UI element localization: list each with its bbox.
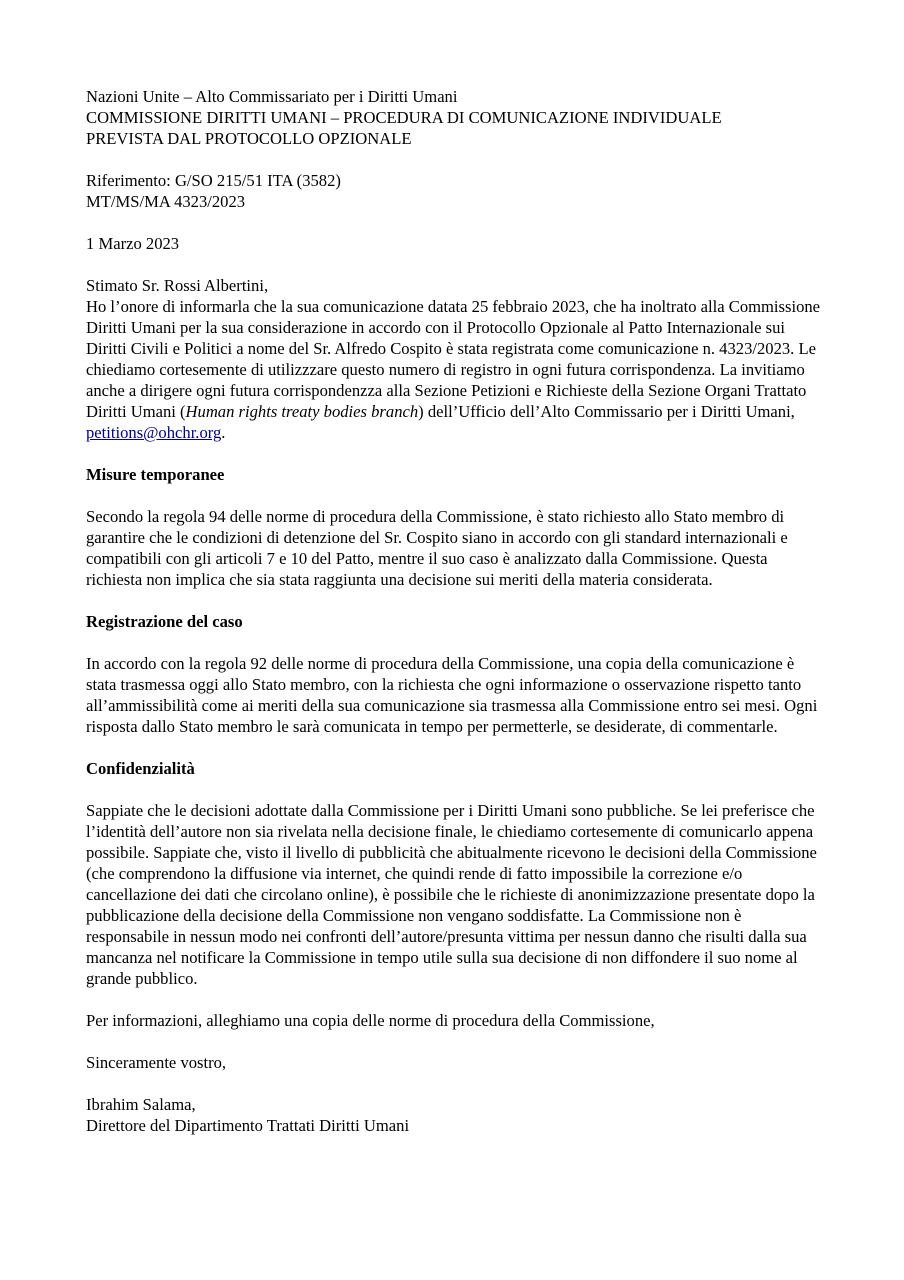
section-body-temporary-measures: Secondo la regola 94 delle norme di procedura della Commissione, è stato richiesto allo Stato membro di garantire che le condizioni di detenzione del Sr. Cospito siano in accordo con gli standard internazionali e compatibili con gli articoli 7 e 10 del Patto, mentre il suo caso è analizzato dalla Commissione. Questa richiesta non implica che sia stata raggiunta una decisione sui meriti della materia considerata. (86, 507, 788, 589)
intro-block (86, 275, 826, 443)
info-line: Per informazioni, alleghiamo una copia delle norme di procedura della Commissione, (86, 1011, 655, 1030)
section-heading-confidentiality: Confidenzialità (86, 759, 195, 778)
reference-line-2: MT/MS/MA 4323/2023 (86, 192, 246, 211)
section-heading-temporary-measures: Misure temporanee (86, 465, 225, 484)
intro-text-after: ) dell’Ufficio dell’Alto Commissario per i Diritti Umani, (418, 402, 795, 421)
title-line-1: COMMISSIONE DIRITTI UMANI – PROCEDURA DI COMUNICAZIONE INDIVIDUALE (86, 108, 722, 127)
signature-role: Direttore del Dipartimento Trattati Diritti Umani (86, 1116, 410, 1135)
letter-page (86, 86, 826, 1157)
salutation: Stimato Sr. Rossi Albertini, (86, 276, 269, 295)
letter-header (86, 86, 826, 149)
intro-italic-text: Human rights treaty bodies branch (185, 402, 419, 421)
reference-block (86, 170, 826, 212)
signature-name: Ibrahim Salama, (86, 1095, 196, 1114)
section-body-confidentiality: Sappiate che le decisioni adottate dalla Commissione per i Diritti Umani sono pubbliche. Se lei preferisce che l’identità dell’autore non sia rivelata nella decisione finale, le chiediamo cortesemente di comunicarlo appena possibile. Sappiate che, visto il livello di pubblicità che abitualmente ricevono le decisioni della Commissione (che comprendono la diffusione via internet, che quindi rende di fatto impossibile la correzione e/o cancellazione dei dati che circolano online), è possibile che le richieste di anonimizzazione presentate dopo la pubblicazione della decisione della Commissione non vengano soddisfatte. La Commissione non è responsabile in nessun modo nei confronti dell’autore/presunta vittima per nessun danno che risulti dalla sua mancanza nel notificare la Commissione in tempo utile sulla sua decisione di non diffondere il suo nome al grande pubblico. (86, 801, 817, 988)
reference-line-1: Riferimento: G/SO 215/51 ITA (3582) (86, 171, 341, 190)
section-body-case-registration: In accordo con la regola 92 delle norme di procedura della Commissione, una copia della comunicazione è stata trasmessa oggi allo Stato membro, con la richiesta che ogni informazione o osservazione rispetto tanto all’ammissibilità come ai meriti della sua comunicazione sia trasmessa alla Commissione entro sei mesi. Ogni risposta dallo Stato membro le sarà comunicata in tempo per permetterle, se desiderate, di commentarle. (86, 654, 818, 736)
org-line: Nazioni Unite – Alto Commissariato per i Diritti Umani (86, 87, 458, 106)
title-line-2: PREVISTA DAL PROTOCOLLO OPZIONALE (86, 129, 412, 148)
signature-block (86, 1094, 826, 1136)
intro-text-before: Ho l’onore di informarla che la sua comunicazione datata 25 febbraio 2023, che ha inoltrato alla Commissione Diritti Umani per la sua considerazione in accordo con il Protocollo Opzionale al Patto Internazionale sui Diritti Civili e Politici a nome del Sr. Alfredo Cospito è stata registrata come comunicazione n. 4323/2023. Le chiediamo cortesemente di utilizzzare questo numero di registro in ogni futura corrispondenza. La invitiamo anche a dirigere ogni futura corrispondenzza alla Sezione Petizioni e Richieste della Sezione Organi Trattato Diritti Umani ( (86, 297, 821, 421)
email-link[interactable]: petitions@ohchr.org (86, 423, 222, 442)
section-heading-case-registration: Registrazione del caso (86, 612, 243, 631)
closing-line: Sinceramente vostro, (86, 1053, 227, 1072)
intro-end-punct: . (221, 423, 226, 442)
letter-date: 1 Marzo 2023 (86, 234, 180, 253)
